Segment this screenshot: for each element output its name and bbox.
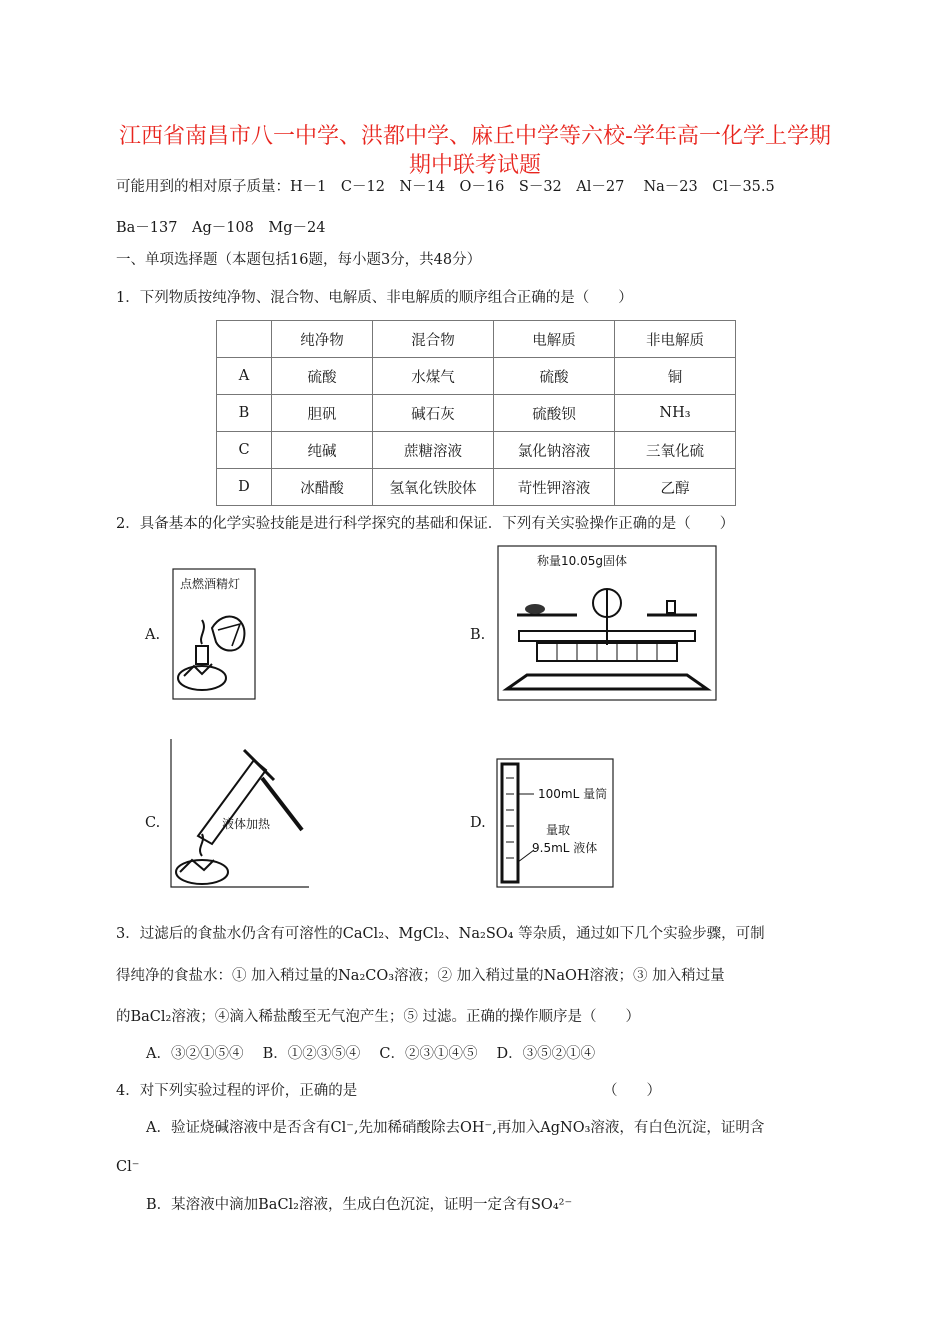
q3-line-3: 的BaCl₂溶液；④滴入稀盐酸至无气泡产生；⑤ 过滤。正确的操作顺序是（ ） — [116, 1009, 640, 1025]
test-tube-heating-figure — [170, 738, 310, 888]
table-row — [217, 432, 736, 469]
table-cell: C — [217, 432, 272, 469]
atomic-mass-line-1: 可能用到的相对原子质量：H－1 C－12 N－14 O－16 S－32 Al－27 Na－23 Cl－35.5 — [116, 179, 775, 195]
table-cell: 水煤气 — [373, 358, 494, 395]
table-cell: 纯碱 — [272, 432, 373, 469]
table-cell: 冰醋酸 — [272, 469, 373, 506]
table-cell: 氯化钠溶液 — [494, 432, 615, 469]
table-cell: 蔗糖溶液 — [373, 432, 494, 469]
table-cell: 苛性钾溶液 — [494, 469, 615, 506]
table-cell: NH₃ — [615, 395, 736, 432]
table-cell: 硫酸 — [494, 358, 615, 395]
q2-option-b-label: B. — [470, 627, 486, 643]
fig-d-caption-2: 量取 — [546, 823, 571, 837]
q1-stem: 1．下列物质按纯净物、混合物、电解质、非电解质的顺序组合正确的是（ ） — [116, 290, 633, 306]
alcohol-lamp-lighting-figure — [172, 568, 256, 700]
table-cell: 硫酸钡 — [494, 395, 615, 432]
table-row — [217, 395, 736, 432]
fig-b-caption: 称量10.05g固体 — [537, 554, 627, 568]
q4-option-b: B．某溶液中滴加BaCl₂溶液，生成白色沉淀，证明一定含有SO₄²⁻ — [146, 1197, 573, 1213]
q2-option-c-label: C. — [145, 815, 161, 831]
table-cell: 铜 — [615, 358, 736, 395]
table-cell: 三氧化硫 — [615, 432, 736, 469]
fig-d-caption-3: 9.5mL 液体 — [532, 841, 598, 855]
table-cell: D — [217, 469, 272, 506]
fig-c-caption: 液体加热 — [222, 817, 271, 831]
q2-option-a-label: A. — [145, 627, 161, 643]
table-cell: A — [217, 358, 272, 395]
fig-a-caption: 点燃酒精灯 — [180, 577, 241, 591]
page-title: 江西省南昌市八一中学、洪都中学、麻丘中学等六校-学年高一化学上学期期中联考试题 — [119, 124, 831, 178]
section-heading: 一、单项选择题（本题包括16题，每小题3分，共48分） — [116, 252, 482, 268]
table-header: 电解质 — [494, 321, 615, 358]
table-cell: B — [217, 395, 272, 432]
q4-stem: 4．对下列实验过程的评价，正确的是 — [116, 1083, 358, 1099]
atomic-mass-line-2: Ba－137 Ag－108 Mg－24 — [116, 220, 326, 236]
table-cell: 硫酸 — [272, 358, 373, 395]
table-header: 混合物 — [373, 321, 494, 358]
q2-stem: 2．具备基本的化学实验技能是进行科学探究的基础和保证．下列有关实验操作正确的是（ ） — [116, 516, 735, 532]
q3-options: A．③②①⑤④ B．①②③⑤④ C．②③①④⑤ D．③⑤②①④ — [146, 1046, 596, 1062]
table-cell: 碱石灰 — [373, 395, 494, 432]
q4-answer-paren: （ ） — [603, 1083, 661, 1099]
table-row — [217, 321, 736, 358]
table-header: 非电解质 — [615, 321, 736, 358]
graduated-cylinder-figure — [496, 758, 614, 888]
q3-line-2: 得纯净的食盐水：① 加入稍过量的Na₂CO₃溶液；② 加入稍过量的NaOH溶液；③ 加入稍过量 — [116, 968, 725, 984]
table-cell — [217, 321, 272, 358]
q2-option-d-label: D. — [470, 815, 486, 831]
balance-figure — [497, 545, 717, 701]
q1-table — [216, 320, 736, 506]
table-row — [217, 469, 736, 506]
fig-d-caption-1: 100mL 量筒 — [538, 787, 608, 801]
table-row — [217, 358, 736, 395]
table-cell: 乙醇 — [615, 469, 736, 506]
table-cell: 氢氧化铁胶体 — [373, 469, 494, 506]
table-cell: 胆矾 — [272, 395, 373, 432]
q4-option-a-line-1: A．验证烧碱溶液中是否含有Cl⁻,先加稀硝酸除去OH⁻,再加入AgNO₃溶液，有白色沉淀，证明含 — [146, 1120, 765, 1136]
q4-option-a-line-2: Cl⁻ — [116, 1159, 140, 1175]
q3-line-1: 3．过滤后的食盐水仍含有可溶性的CaCl₂、MgCl₂、Na₂SO₄ 等杂质，通过如下几个实验步骤，可制 — [116, 926, 765, 942]
table-header: 纯净物 — [272, 321, 373, 358]
